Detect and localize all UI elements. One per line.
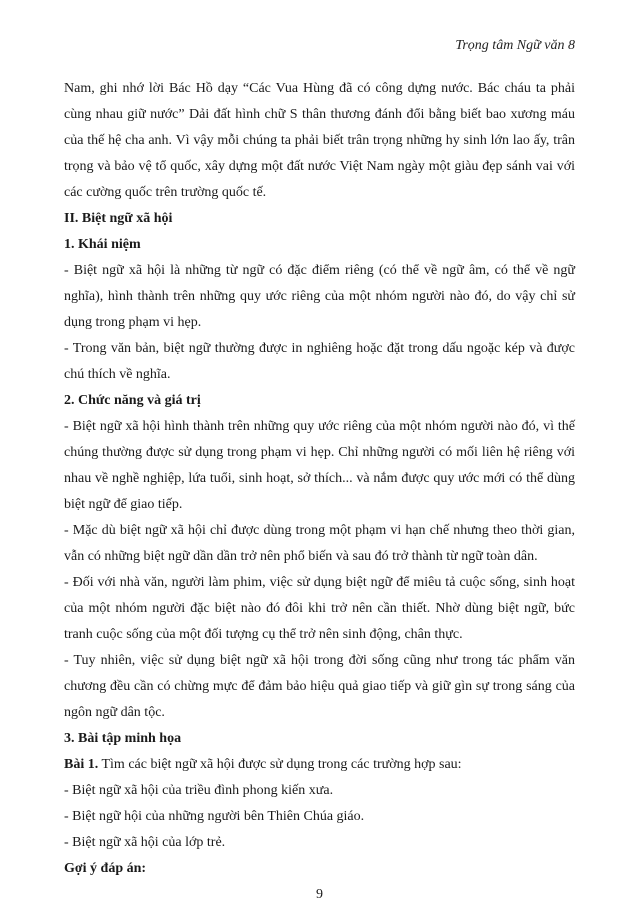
page-footer: [64, 882, 575, 903]
paragraph: - Biệt ngữ xã hội của triều đình phong kiến xưa.: [64, 783, 334, 798]
paragraph: - Biệt ngữ xã hội hình thành trên những quy ước riêng của một nhóm người nào đó, vì thế chúng thường được sử dụng trong phạm vi hẹp. Chỉ những người có mối liên hệ riêng với nhau về nghề nghiệp, lứa tuổi, sinh hoạt, sở thích... và nắm được quy ước mới có thể dùng biệt ngữ để giao tiếp.: [64, 419, 575, 512]
section-heading: 1. Khái niệm: [64, 237, 141, 252]
running-header-title: Trọng tâm Ngữ văn 8: [455, 38, 575, 53]
page-number: 9: [316, 887, 323, 902]
paragraph: - Biệt ngữ hội của những người bên Thiên Chúa giáo.: [64, 809, 365, 824]
paragraph: - Biệt ngữ xã hội là những từ ngữ có đặc điểm riêng (có thể về ngữ âm, có thể về ngữ nghĩa), hình thành trên những quy ước riêng của một nhóm người nào đó, do vậy chỉ sử dụng trong phạm vi hẹp.: [64, 263, 575, 330]
paragraph: Bài 1. Tìm các biệt ngữ xã hội được sử dụng trong các trường hợp sau:: [64, 757, 462, 772]
page-header: [64, 36, 575, 56]
paragraph: - Đối với nhà văn, người làm phim, việc sử dụng biệt ngữ để miêu tả cuộc sống, sinh hoạt của một nhóm người đặc biệt nào đó đôi khi trở nên cần thiết. Nhờ dùng biệt ngữ, bức tranh cuộc sống của một đối tượng cụ thể trở nên sinh động, chân thực.: [64, 575, 575, 642]
section-heading: II. Biệt ngữ xã hội: [64, 211, 173, 226]
paragraph: - Trong văn bản, biệt ngữ thường được in nghiêng hoặc đặt trong dấu ngoặc kép và được chú thích về nghĩa.: [64, 341, 575, 382]
paragraph: - Biệt ngữ xã hội của lớp trẻ.: [64, 835, 226, 850]
section-heading: 2. Chức năng và giá trị: [64, 393, 201, 408]
document-body: [64, 76, 575, 882]
section-heading: Gợi ý đáp án:: [64, 861, 147, 876]
section-heading: 3. Bài tập minh họa: [64, 731, 182, 746]
paragraph: - Mặc dù biệt ngữ xã hội chỉ được dùng trong một phạm vi hạn chế nhưng theo thời gian, vẫn có những biệt ngữ dần dần trở nên phổ biến và sau đó trở thành từ ngữ toàn dân.: [64, 523, 575, 564]
paragraph: - Tuy nhiên, việc sử dụng biệt ngữ xã hội trong đời sống cũng như trong tác phẩm văn chương đều cần có chừng mực để đảm bảo hiệu quả giao tiếp và giữ gìn sự trong sáng của ngôn ngữ dân tộc.: [64, 653, 575, 720]
paragraph: Nam, ghi nhớ lời Bác Hồ dạy “Các Vua Hùng đã có công dựng nước. Bác cháu ta phải cùng nhau giữ nước” Dải đất hình chữ S thân thương đánh đổi bằng biết bao xương máu của thế hệ cha anh. Vì vậy mỗi chúng ta phải biết trân trọng những hy sinh lớn lao ấy, trân trọng và bảo vệ tổ quốc, xây dựng một đất nước Việt Nam ngày một giàu đẹp sánh vai với các cường quốc trên trường quốc tế.: [64, 81, 575, 200]
paragraph-lead: Bài 1.: [64, 757, 99, 772]
